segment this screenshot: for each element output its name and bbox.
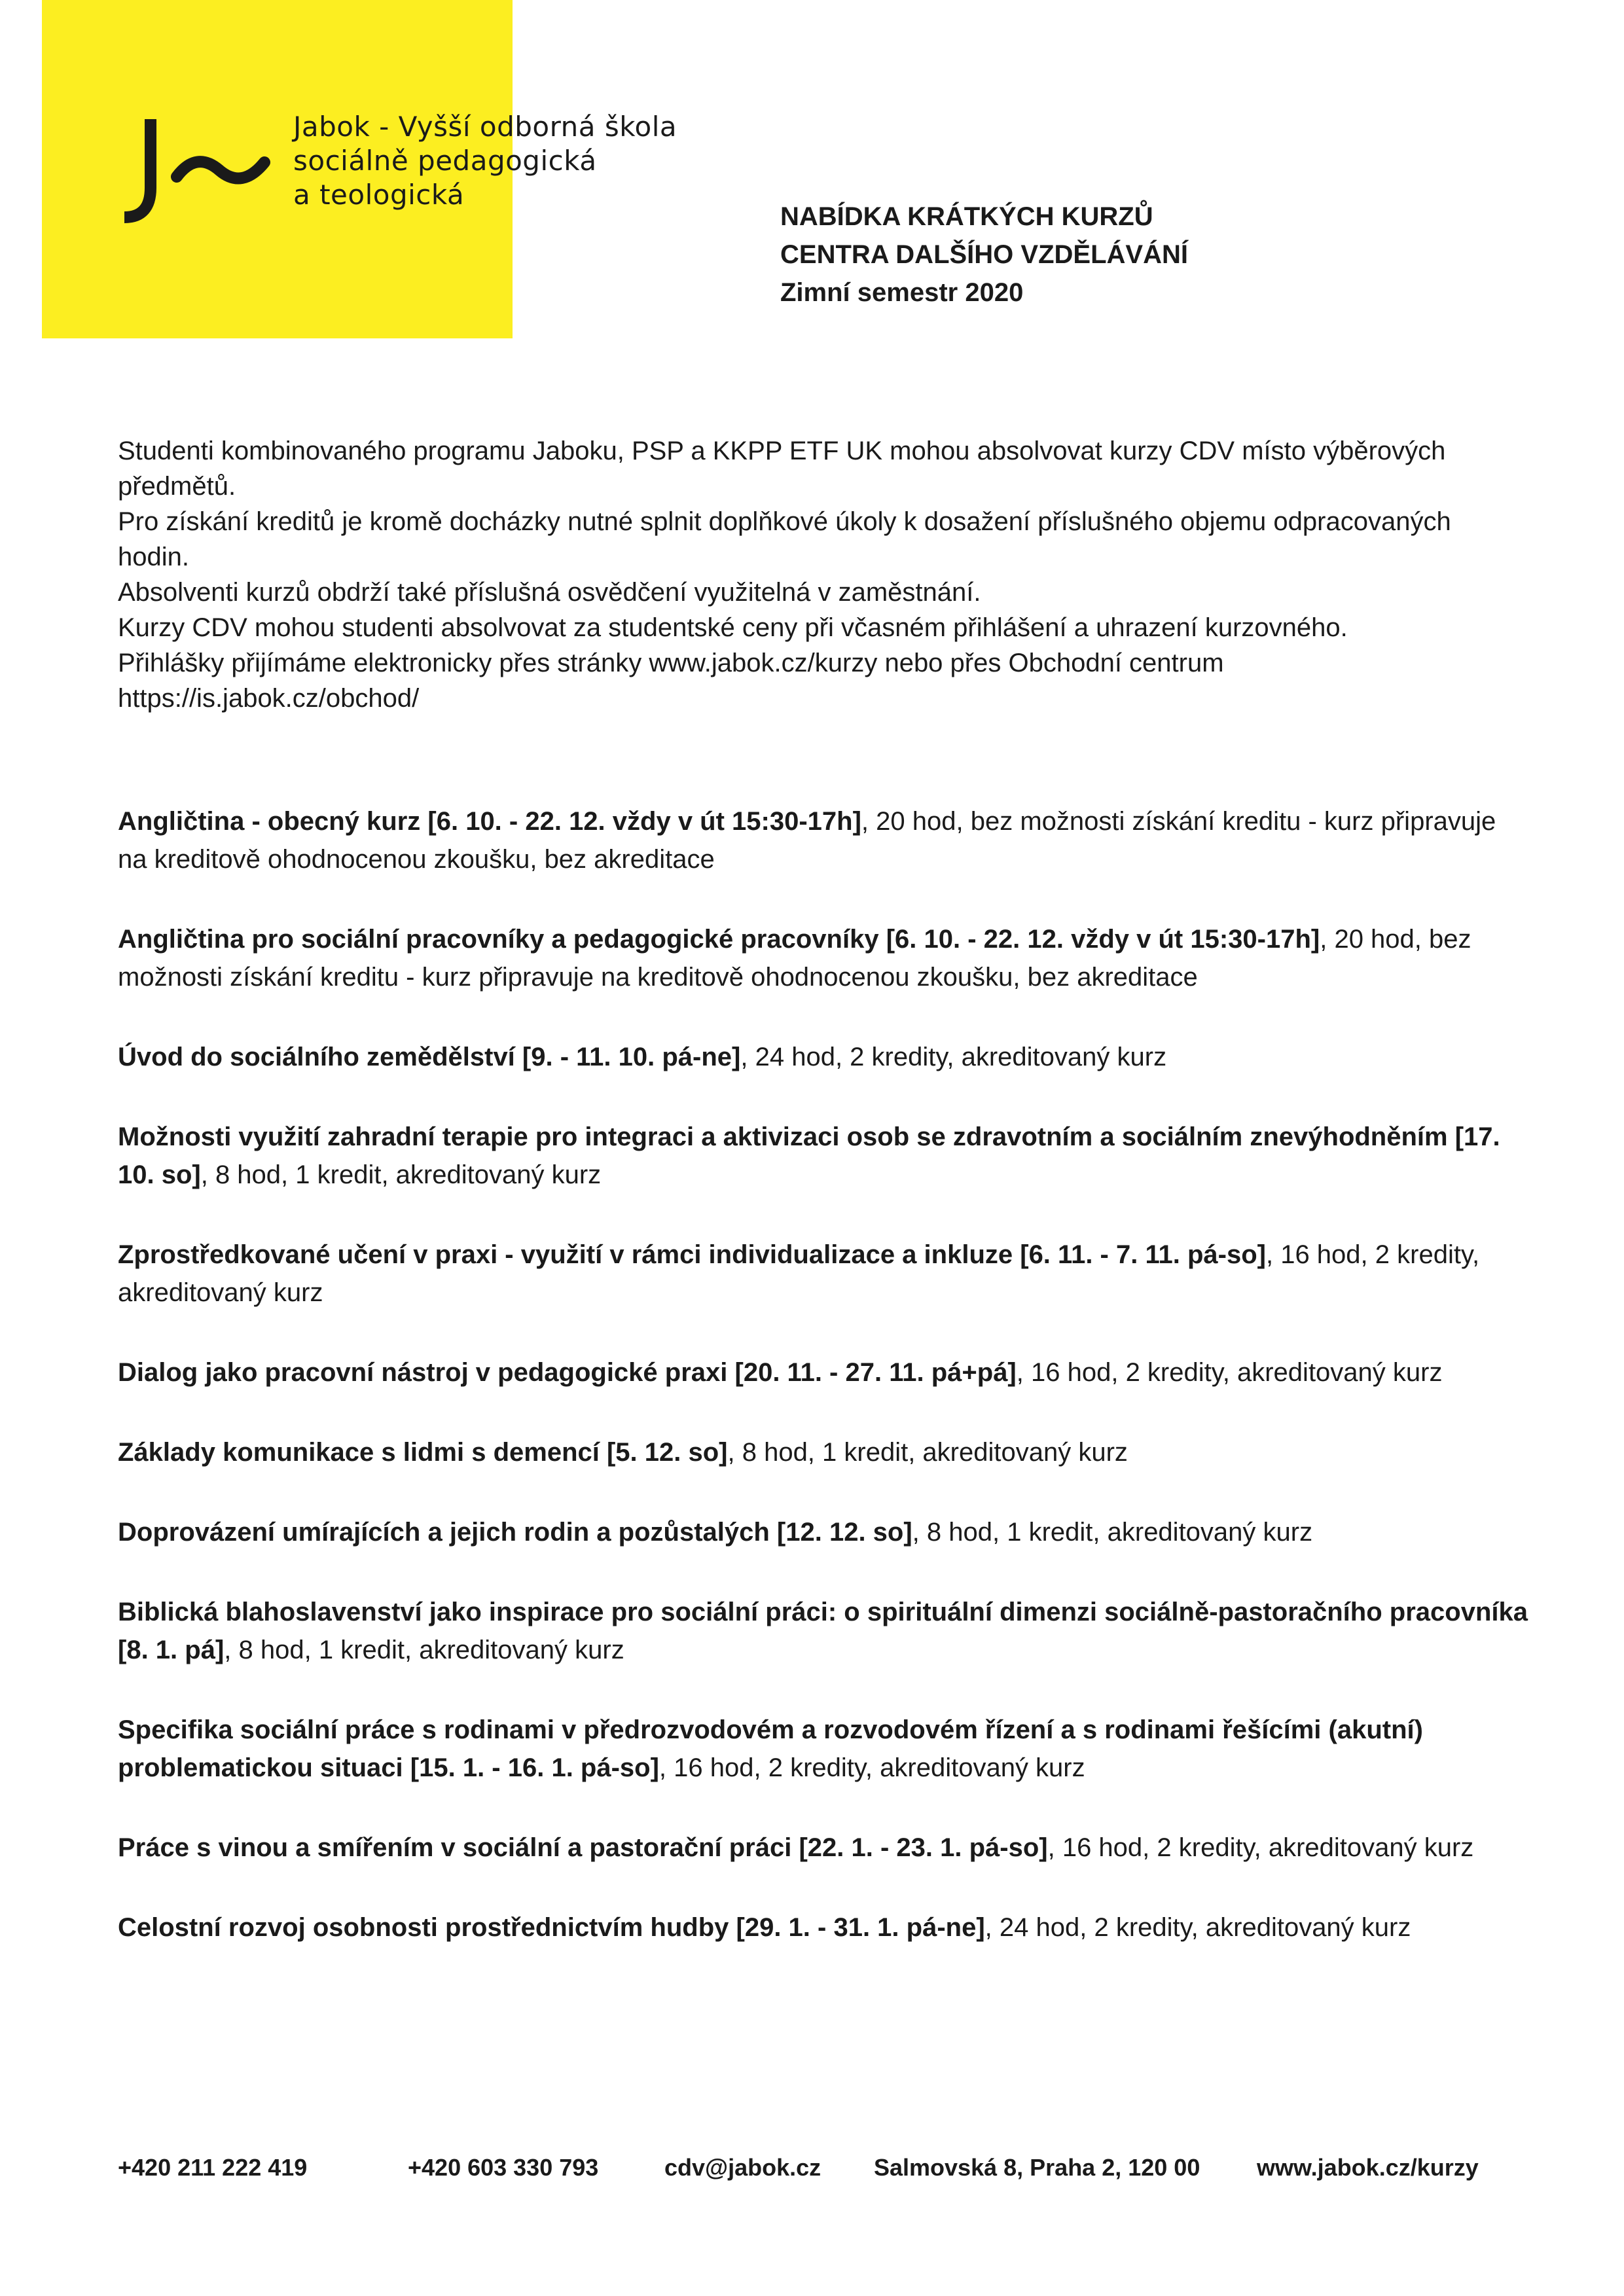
course-title: Úvod do sociálního zemědělství [9. - 11. 10. pá-ne]	[118, 1043, 741, 1071]
footer-address: Salmovská 8, Praha 2, 120 00	[874, 2154, 1200, 2181]
course-title: Dialog jako pracovní nástroj v pedagogické praxi [20. 11. - 27. 11. pá+pá]	[118, 1358, 1017, 1387]
intro-text	[118, 433, 1519, 716]
course-details: , 20 hod, bez možnosti získání kreditu - kurz připravuje na kreditově ohodnocenou zkoušku, bez akreditace	[118, 807, 1496, 874]
logo-line-2: sociálně pedagogická	[293, 145, 597, 177]
course-item	[118, 1433, 1532, 1471]
course-details: , 8 hod, 1 kredit, akreditovaný kurz	[224, 1636, 624, 1664]
course-item	[118, 1118, 1532, 1194]
logo-line-1: Jabok - Vyšší odborná škola	[293, 111, 677, 143]
title-line-2: CENTRA DALŠÍHO VZDĚLÁVÁNÍ	[780, 240, 1188, 269]
footer-email: cdv@jabok.cz	[664, 2154, 821, 2181]
course-title: Biblická blahoslavenství jako inspirace pro sociální práci: o spirituální dimenzi sociálně-pastoračního pracovníka [8. 1. pá]	[118, 1598, 1528, 1664]
intro-paragraph: Kurzy CDV mohou studenti absolvovat za studentské ceny při včasném přihlášení a uhrazení kurzovného.	[118, 613, 1348, 642]
course-item	[118, 802, 1532, 878]
logo-text	[293, 110, 677, 212]
title-line-3: Zimní semestr 2020	[780, 278, 1024, 307]
course-details: , 8 hod, 1 kredit, akreditovaný kurz	[727, 1438, 1128, 1467]
intro-paragraph: Přihlášky přijímáme elektronicky přes stránky www.jabok.cz/kurzy nebo přes Obchodní centrum https://is.jabok.cz/obchod/	[118, 649, 1224, 713]
course-title: Celostní rozvoj osobnosti prostřednictvím hudby [29. 1. - 31. 1. pá-ne]	[118, 1913, 985, 1942]
intro-paragraph: Studenti kombinovaného programu Jaboku, PSP a KKPP ETF UK mohou absolvovat kurzy CDV místo výběrových předmětů.	[118, 437, 1446, 501]
course-item	[118, 1909, 1532, 1946]
jabok-logo-icon	[124, 119, 275, 230]
course-details: , 16 hod, 2 kredity, akreditovaný kurz	[659, 1753, 1085, 1782]
intro-paragraph: Absolventi kurzů obdrží také příslušná osvědčení využitelná v zaměstnání.	[118, 578, 981, 607]
page-title	[780, 198, 1188, 312]
footer-phone-2: +420 603 330 793	[408, 2154, 599, 2181]
course-title: Angličtina - obecný kurz [6. 10. - 22. 12. vždy v út 15:30-17h]	[118, 807, 861, 836]
course-details: , 24 hod, 2 kredity, akreditovaný kurz	[984, 1913, 1411, 1942]
course-item	[118, 1513, 1532, 1551]
footer-phone-1: +420 211 222 419	[118, 2154, 308, 2181]
course-title: Základy komunikace s lidmi s demencí [5. 12. so]	[118, 1438, 728, 1467]
course-item	[118, 1236, 1532, 1312]
course-item	[118, 1711, 1532, 1787]
course-list	[118, 802, 1532, 1988]
course-item	[118, 1829, 1532, 1867]
course-title: Specifika sociální práce s rodinami v předrozvodovém a rozvodovém řízení a s rodinami řešícími (akutní) problematickou situaci [15. 1. - 16. 1. pá-so]	[118, 1715, 1423, 1782]
course-title: Zprostředkované učení v praxi - využití v rámci individualizace a inkluze [6. 11. - 7. 11. pá-so]	[118, 1240, 1266, 1269]
course-details: , 16 hod, 2 kredity, akreditovaný kurz	[118, 1240, 1480, 1307]
course-title: Práce s vinou a smířením v sociální a pastorační práci [22. 1. - 23. 1. pá-so]	[118, 1833, 1048, 1862]
logo-line-3: a teologická	[293, 179, 465, 211]
title-line-1: NABÍDKA KRÁTKÝCH KURZŮ	[780, 202, 1153, 231]
course-details: , 16 hod, 2 kredity, akreditovaný kurz	[1047, 1833, 1474, 1862]
course-item	[118, 1593, 1532, 1669]
course-title: Možnosti využití zahradní terapie pro integraci a aktivizaci osob se zdravotním a sociálním znevýhodněním [17. 10. so]	[118, 1122, 1500, 1189]
course-details: , 20 hod, bez možnosti získání kreditu - kurz připravuje na kreditově ohodnocenou zkoušku, bez akreditace	[118, 925, 1471, 992]
course-item	[118, 1354, 1532, 1391]
course-item	[118, 1038, 1532, 1076]
intro-paragraph: Pro získání kreditů je kromě docházky nutné splnit doplňkové úkoly k dosažení příslušného objemu odpracovaných hodin.	[118, 507, 1451, 571]
course-details: , 8 hod, 1 kredit, akreditovaný kurz	[200, 1160, 602, 1189]
course-details: , 24 hod, 2 kredity, akreditovaný kurz	[740, 1043, 1167, 1071]
course-details: , 16 hod, 2 kredity, akreditovaný kurz	[1016, 1358, 1443, 1387]
footer-website: www.jabok.cz/kurzy	[1257, 2154, 1479, 2181]
course-details: , 8 hod, 1 kredit, akreditovaný kurz	[912, 1518, 1313, 1547]
course-title: Doprovázení umírajících a jejich rodin a pozůstalých [12. 12. so]	[118, 1518, 912, 1547]
course-item	[118, 920, 1532, 996]
course-title: Angličtina pro sociální pracovníky a pedagogické pracovníky [6. 10. - 22. 12. vždy v út 15:30-17h]	[118, 925, 1320, 954]
